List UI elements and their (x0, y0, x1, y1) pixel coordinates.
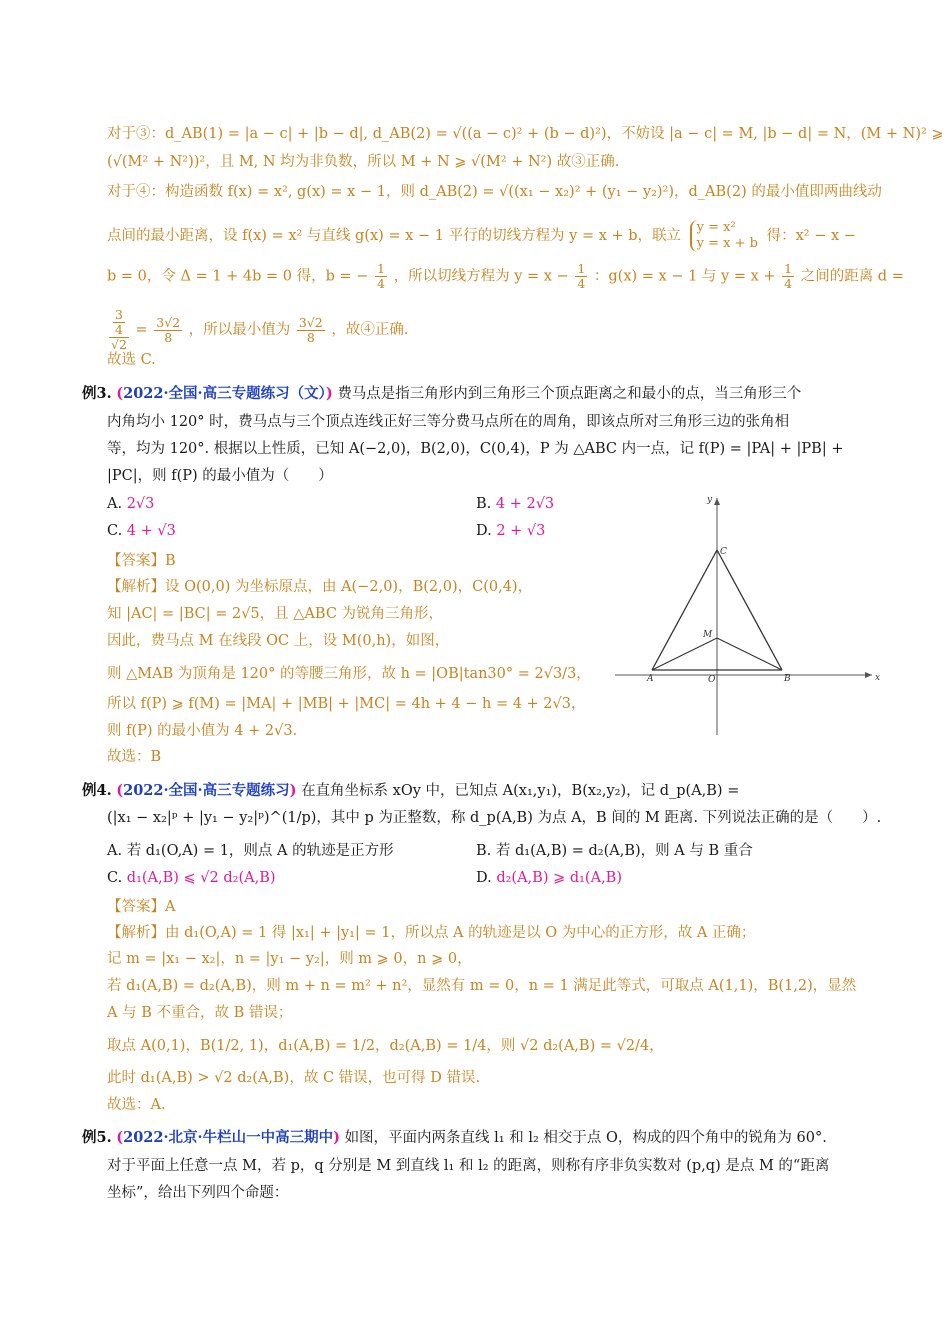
y-axis-arrow (714, 498, 720, 505)
frac-num: 1 (784, 261, 793, 276)
ex3-figure (610, 490, 880, 740)
item4-line4-b: ，所以最小值为 (188, 322, 291, 338)
ex4-option-a[interactable] (107, 841, 394, 861)
ex3-analysis-6: 则 f(P) 的最小值为 4 + 2√3. (107, 723, 298, 739)
segment-BM (717, 638, 782, 670)
option-text: 4 + 2√3 (495, 496, 555, 512)
segment-AM (652, 638, 717, 670)
label-B: B (784, 674, 791, 684)
frac-den: 8 (306, 329, 315, 345)
option-letter: C. (107, 523, 123, 539)
option-text: 若 d₁(O,A) = 1，则点 A 的轨迹是正方形 (126, 843, 394, 859)
item4-line4 (107, 308, 408, 352)
fraction-3sqrt2-over-8 (154, 316, 182, 345)
frac-num: 3√2 (298, 314, 323, 330)
compound-fraction (109, 308, 129, 352)
ex4-option-b[interactable] (476, 841, 753, 861)
ex3-source-text: 2022·全国·高三专题练习（文） (123, 385, 326, 402)
ex5-line1: 如图，平面内两条直线 l₁ 和 l₂ 相交于点 O，构成的四个角中的锐角为 60°. (344, 1130, 827, 1146)
ex4-source-text: 2022·全国·高三专题练习 (123, 782, 290, 799)
item4-line4-c: ，故④正确. (331, 322, 409, 338)
option-text: d₁(A,B) ⩽ √2 d₂(A,B) (126, 870, 276, 886)
inner-fraction (113, 308, 125, 337)
label-O: O (708, 675, 716, 685)
ex3-analysis-4: 则 △MAB 为顶角是 120° 的等腰三角形，故 h = |OB|tan30° = 2√3/3， (107, 666, 591, 682)
ex3-analysis-2: 知 |AC| = |BC| = 2√5，且 △ABC 为锐角三角形， (107, 606, 444, 622)
option-letter: A. (107, 496, 123, 512)
item4-line3 (107, 262, 904, 291)
ex3-line1: 费马点是指三角形内到三角形三个顶点距离之和最小的点，当三角形三个 (337, 386, 802, 402)
frac-num: 1 (377, 261, 385, 276)
ex3-answer: 【答案】B (107, 553, 176, 569)
ex4-line2: (|x₁ − x₂|ᵖ + |y₁ − y₂|ᵖ)^(1/p)，其中 p 为正整数，称 d_p(A,B) 为点 A，B 间的 M 距离. 下列说法正确的是（ ）. (107, 810, 882, 826)
ex5-label: 例5. (82, 1129, 112, 1146)
fraction-one-quarter (782, 262, 794, 291)
ex5-source: (2022·北京·牛栏山一中高三期中) (116, 1129, 340, 1146)
ex4-analysis-3: 若 d₁(A,B) = d₂(A,B)，则 m + n = m² + n²，显然有 m = 0，n = 1 满足此等式，可取点 A(1,1)，B(1,2)，显然 (107, 978, 857, 994)
ex5-line3: 坐标”，给出下列四个命题： (107, 1185, 289, 1201)
ex4-option-d[interactable] (476, 868, 622, 888)
ex3-line3: 等，均为 120°. 根据以上性质，已知 A(−2,0)，B(2,0)，C(0,4)，P 为 △ABC 内一点，记 f(P) = |PA| + |PB| + (107, 441, 844, 457)
ex3-analysis-3: 因此，费马点 M 在线段 OC 上，设 M(0,h)，如图， (107, 633, 450, 649)
item4-line3-d: 之间的距离 d = (800, 268, 904, 285)
item4-line2-b: 得：x² − x − (766, 228, 856, 244)
label-M: M (703, 630, 713, 640)
ex4-answer: 【答案】A (107, 899, 176, 915)
ex3-label: 例3. (82, 385, 112, 402)
ex3-header (82, 384, 801, 404)
frac-den: 8 (164, 329, 173, 345)
ex4-analysis-1: 【解析】由 d₁(O,A) = 1 得 |x₁| + |y₁| = 1，所以点 A 的轨迹是以 O 为中心的正方形，故 A 正确； (107, 925, 756, 941)
item3-line2: (√(M² + N²))²，且 M, N 均为非负数，所以 M + N ⩾ √(M² + N²) 故③正确. (107, 154, 620, 170)
ex4-analysis-5: 取点 A(0,1)，B(1/2, 1)，d₁(A,B) = 1/2，d₂(A,B) = 1/4，则 √2 d₂(A,B) = √2/4， (107, 1038, 664, 1054)
option-letter: B. (476, 843, 492, 859)
ex4-header (82, 781, 739, 801)
ex4-source: (2022·全国·高三专题练习) (116, 782, 297, 799)
frac-num (109, 308, 129, 338)
ex3-line2: 内角均小 120° 时，费马点与三个顶点连线正好三等分费马点所在的周角，即该点所对三角形三边的张角相 (107, 414, 790, 430)
equals: = (135, 322, 148, 338)
ex4-analysis-7: 故选：A. (107, 1097, 166, 1113)
ex5-line2: 对于平面上任意一点 M，若 p，q 分别是 M 到直线 l₁ 和 l₂ 的距离，则称有序非负实数对 (p,q) 是点 M 的“距离 (107, 1158, 830, 1174)
x-axis-arrow (865, 672, 872, 678)
item4-line2-a: 点间的最小距离，设 f(x) = x² 与直线 g(x) = x − 1 平行的切线方程为 y = x + b，联立 (107, 228, 682, 244)
ex3-analysis-1: 【解析】设 O(0,0) 为坐标原点，由 A(−2,0)，B(2,0)，C(0,4)， (107, 579, 533, 595)
ex3-option-b[interactable] (476, 494, 554, 514)
label-x: x (875, 673, 880, 683)
item3-line1: 对于③：d_AB(1) = |a − c| + |b − d|, d_AB(2) = √((a − c)² + (b − d)²)，不妨设 |a − c| = M, |b − d| = N，(M + N)² ⩾ (107, 126, 944, 142)
label-y: y (707, 495, 713, 505)
equation-system (690, 220, 758, 252)
item4-line2 (107, 220, 856, 252)
frac-num: 3 (114, 307, 123, 322)
ex2-conclusion: 故选 C. (107, 352, 156, 368)
segment-AC (652, 550, 717, 670)
frac-den: 4 (577, 276, 586, 291)
ex3-analysis-5: 所以 f(P) ⩾ f(M) = |MA| + |MB| + |MC| = 4h + 4 − h = 4 + 2√3， (107, 696, 586, 712)
frac-num: 3√2 (156, 314, 181, 330)
ex3-option-d[interactable] (476, 521, 545, 541)
ex4-line1: 在直角坐标系 xOy 中，已知点 A(x₁,y₁)，B(x₂,y₂)，记 d_p(A,B) = (301, 783, 740, 799)
label-A: A (647, 674, 654, 684)
ex3-option-c[interactable] (107, 521, 176, 541)
option-letter: D. (476, 523, 492, 539)
item4-line1: 对于④：构造函数 f(x) = x², g(x) = x − 1，则 d_AB(2) = √((x₁ − x₂)² + (y₁ − y₂)²)，d_AB(2) 的最小值即两曲线动 (107, 184, 882, 200)
option-letter: D. (476, 870, 492, 886)
option-text: 若 d₁(A,B) = d₂(A,B)，则 A 与 B 重合 (495, 843, 753, 859)
item4-line3-a: b = 0，令 Δ = 1 + 4b = 0 得，b = − (107, 268, 369, 285)
label-C: C (720, 547, 727, 557)
ex3-line4: |PC|，则 f(P) 的最小值为（ ） (107, 468, 333, 484)
ex3-source: (2022·全国·高三专题练习（文）) (116, 385, 333, 402)
ex4-analysis-4: A 与 B 不重合，故 B 错误； (107, 1005, 293, 1021)
fraction-3sqrt2-over-8 (297, 316, 325, 345)
ex3-analysis-7: 故选：B (107, 749, 162, 765)
item4-line3-b: ，所以切线方程为 y = x − (393, 268, 569, 285)
option-letter: B. (476, 496, 492, 512)
fraction-one-quarter (375, 262, 387, 291)
frac-den: 4 (114, 322, 123, 337)
option-text: 4 + √3 (126, 523, 176, 539)
ex4-analysis-2: 记 m = |x₁ − x₂|，n = |y₁ − y₂|，则 m ⩾ 0，n ⩾ 0， (107, 951, 472, 967)
option-letter: C. (107, 870, 123, 886)
option-letter: A. (107, 843, 123, 859)
frac-den: √2 (111, 337, 127, 352)
frac-num: 1 (577, 261, 586, 276)
ex4-analysis-6: 此时 d₁(A,B) > √2 d₂(A,B)，故 C 错误，也可得 D 错误. (107, 1070, 481, 1086)
system-eq2: y = x + b (696, 236, 758, 251)
ex3-option-a[interactable] (107, 494, 154, 514)
fraction-one-quarter (575, 262, 587, 291)
option-text: d₂(A,B) ⩾ d₁(A,B) (496, 870, 622, 886)
system-eq1: y = x² (696, 220, 736, 235)
ex5-header (82, 1128, 827, 1148)
ex4-label: 例4. (82, 782, 112, 799)
frac-den: 4 (784, 276, 793, 291)
option-text: 2 + √3 (496, 523, 546, 539)
segment-BC (717, 550, 782, 670)
ex4-option-c[interactable] (107, 868, 276, 888)
option-text: 2√3 (126, 496, 155, 512)
item4-line3-c: ：g(x) = x − 1 与 y = x + (593, 268, 776, 285)
frac-den: 4 (377, 276, 385, 291)
ex5-source-text: 2022·北京·牛栏山一中高三期中 (123, 1129, 334, 1146)
